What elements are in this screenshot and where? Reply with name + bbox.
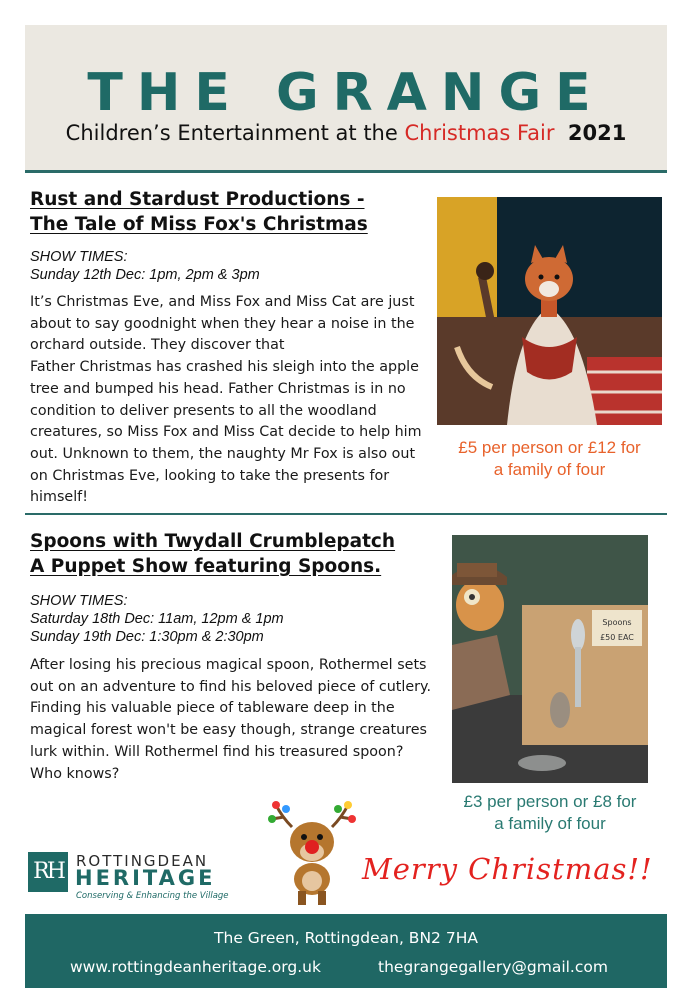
heritage-logo-top: ROTTINGDEAN [76, 852, 209, 870]
showtime-entry: Sunday 19th Dec: 1:30pm & 2:30pm [30, 629, 264, 645]
sign-text: Spoons [602, 618, 632, 627]
description-line: on Christmas Eve, looking to take the presents for [30, 467, 390, 484]
footer-email-link[interactable]: thegrangegallery@gmail.com [378, 958, 608, 976]
header-divider [25, 170, 667, 173]
description-line: magical forest won't be easy though, strange creatures [30, 722, 427, 739]
miss-fox-photo [437, 197, 662, 425]
description-line: Father Christmas has crashed his sleigh into the apple [30, 359, 419, 376]
footer-website-link[interactable]: www.rottingdeanheritage.org.uk [70, 958, 321, 976]
footer [25, 914, 667, 988]
page-subtitle [25, 121, 667, 145]
description-line: himself! [30, 489, 88, 506]
description-line: orchard outside. They discover that [30, 337, 285, 354]
description-line: about to say goodnight when they hear a noise in the [30, 315, 415, 332]
section2-showtimes [30, 592, 284, 646]
showtime-entry: Saturday 18th Dec: 11am, 12pm & 1pm [30, 611, 284, 627]
price-line: a family of four [493, 460, 606, 479]
price-line: £5 per person or £12 for [458, 438, 641, 457]
description-line: out. Unknown to them, the naughty Mr Fox is also out [30, 445, 416, 462]
sign-price-text: £50 EAC [600, 633, 634, 642]
description-line: Finding his valuable piece of tableware deep in the [30, 700, 395, 717]
showtimes-label: SHOW TIMES: [30, 593, 128, 609]
heritage-logo-tagline: Conserving & Enhancing the Village [76, 891, 229, 901]
page-title: THE GRANGE [87, 63, 605, 123]
subtitle-text: Children’s Entertainment at the [65, 121, 405, 145]
showtime-entry: Sunday 12th Dec: 1pm, 2pm & 3pm [30, 267, 260, 283]
reindeer-illustration [262, 797, 362, 907]
heritage-logo-mark: RH [28, 852, 68, 892]
section1-showtimes [30, 248, 260, 284]
section2-title-line1: Spoons with Twydall Crumblepatch [30, 531, 396, 552]
description-line: After losing his precious magical spoon, Rothermel sets [30, 657, 427, 673]
merry-christmas-greeting: Merry Christmas!! [362, 852, 653, 886]
section2-description [30, 655, 431, 785]
subtitle-year: 2021 [567, 121, 627, 145]
footer-address: The Green, Rottingdean, BN2 7HA [214, 929, 478, 947]
section1-price [437, 437, 662, 481]
showtimes-label: SHOW TIMES: [30, 249, 128, 265]
section1-description [30, 292, 422, 509]
description-line: Who knows? [30, 765, 120, 782]
description-line: tree and bumped his head. Father Christmas is in no [30, 380, 406, 397]
section2-price [440, 791, 660, 835]
description-line: creatures, so Miss Fox and Miss Cat decide to help him [30, 424, 422, 441]
price-line: £3 per person or £8 for [463, 792, 637, 811]
price-line: a family of four [494, 814, 606, 833]
section1-title-line1: Rust and Stardust Productions - [30, 189, 365, 210]
section-divider [25, 513, 667, 515]
description-line: condition to deliver presents to all the woodland [30, 402, 377, 419]
section2-title-line2: A Puppet Show featuring Spoons. [30, 556, 382, 577]
description-line: lurk within. Will Rothermel find his treasured spoon? [30, 743, 404, 760]
section1-title-line2: The Tale of Miss Fox's Christmas [30, 214, 368, 235]
spoons-puppet-photo [452, 535, 648, 783]
description-line: It’s Christmas Eve, and Miss Fox and Miss Cat are just [30, 294, 415, 310]
header-banner [25, 25, 667, 170]
subtitle-highlight: Christmas Fair [404, 121, 555, 145]
description-line: out on an adventure to find his beloved piece of cutlery. [30, 678, 431, 695]
heritage-logo-name: HERITAGE [75, 866, 216, 890]
